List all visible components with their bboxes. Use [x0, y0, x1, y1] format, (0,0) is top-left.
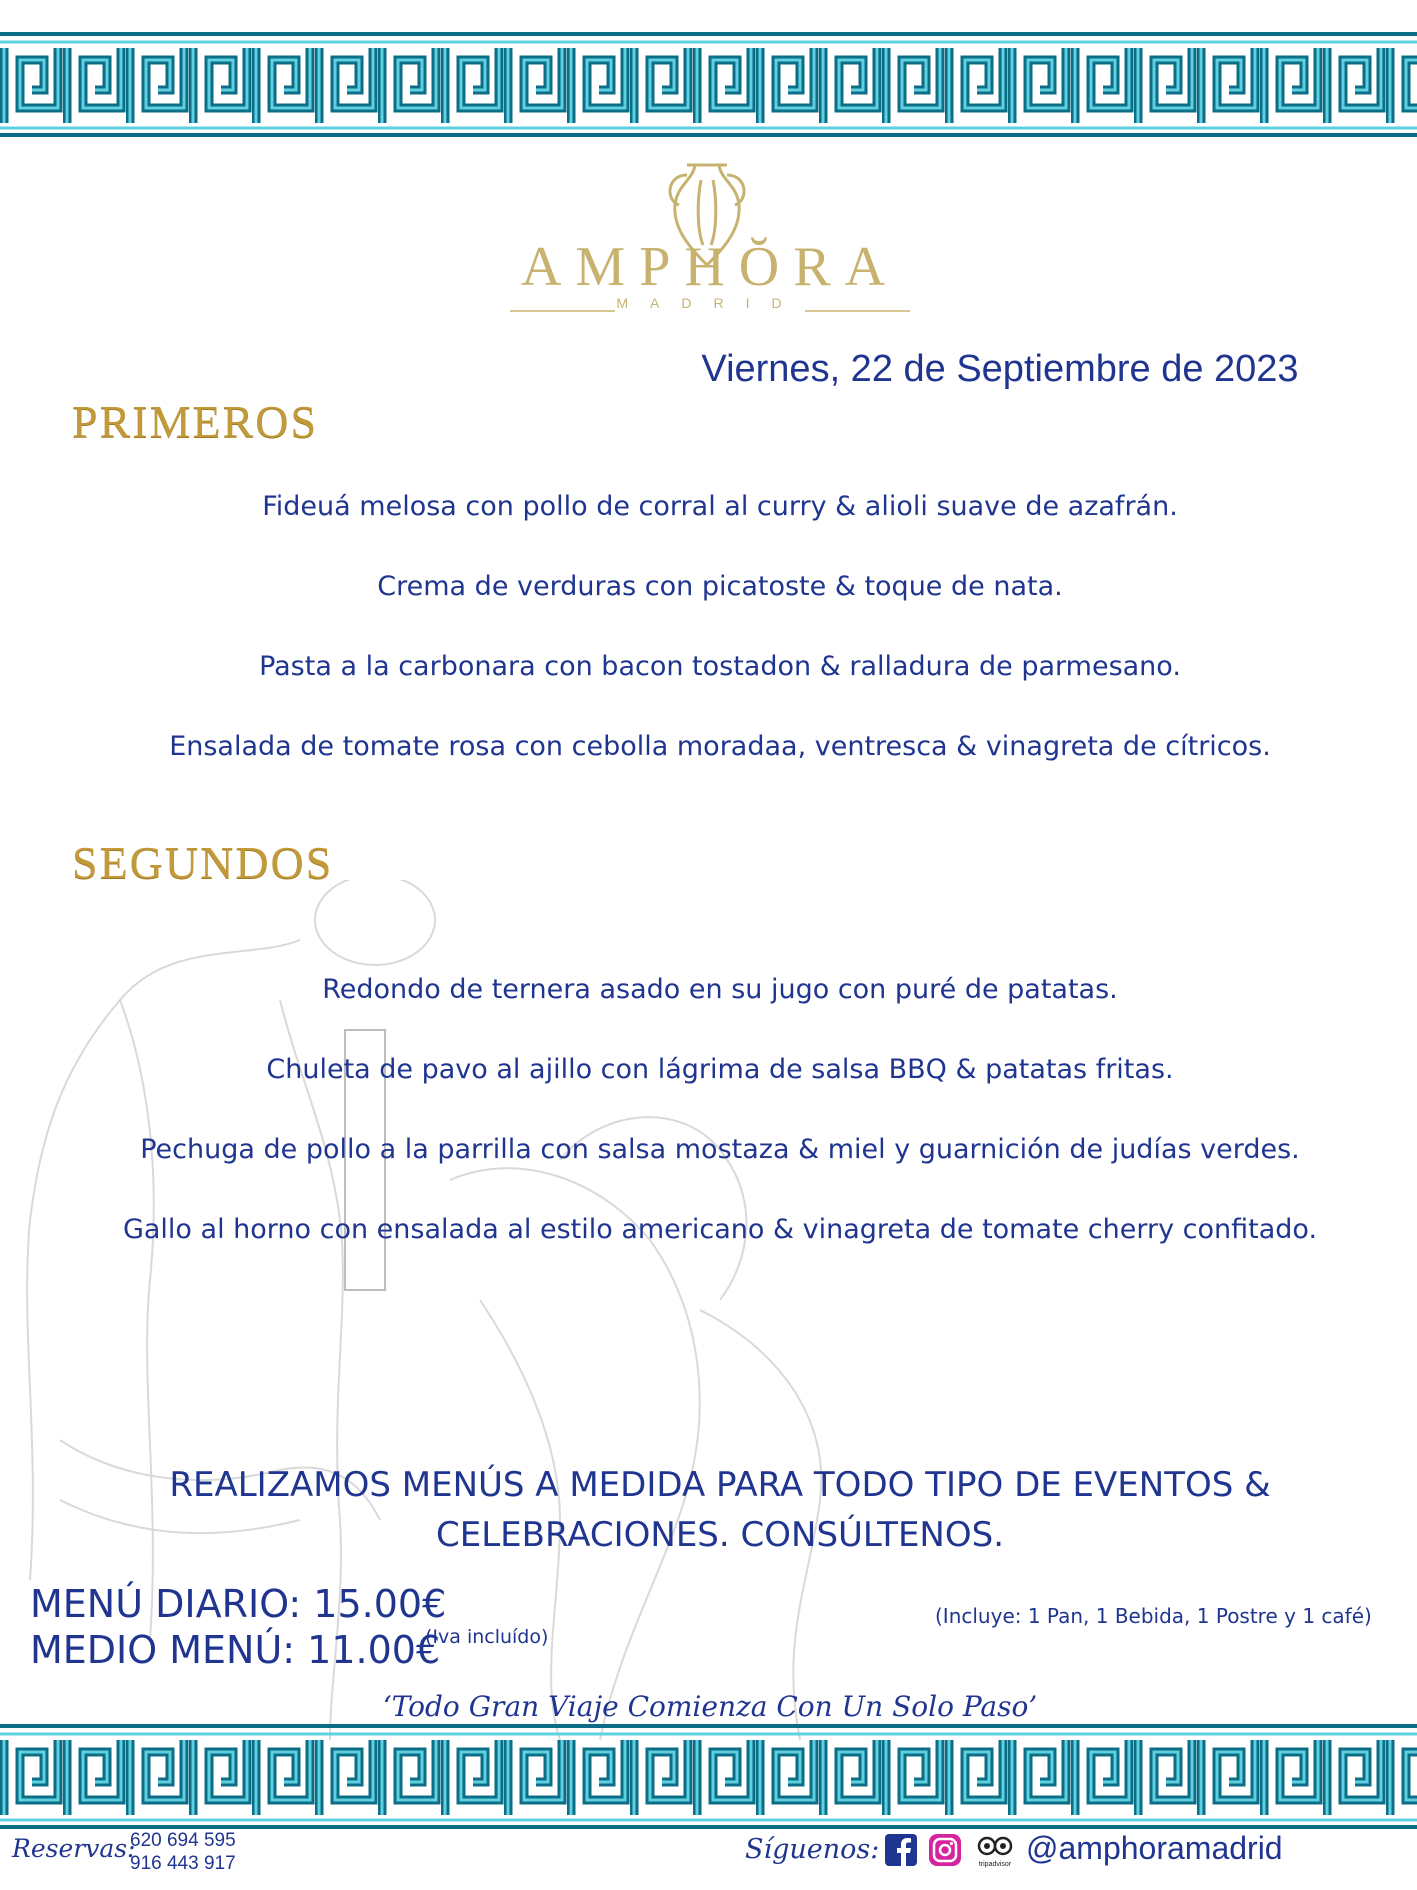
iva-note: (Iva incluído)	[425, 1626, 549, 1648]
events-line-2: CELEBRACIONES. CONSÚLTENOS.	[435, 1515, 1005, 1555]
events-line-1: REALIZAMOS MENÚS A MEDIDA PARA TODO TIPO DE EVENTOS &	[169, 1465, 1271, 1505]
brand-name: AMPHŎRA	[520, 236, 900, 298]
events-note	[120, 1460, 1320, 1560]
greek-key-border-top	[0, 28, 1417, 138]
dish-item: Redondo de ternera asado en su jugo con puré de patatas.	[322, 974, 1118, 1005]
dish-item: Gallo al horno con ensalada al estilo americano & vinagreta de tomate cherry confitado.	[122, 1214, 1318, 1245]
greek-key-border-bottom	[0, 1720, 1417, 1830]
price-medio-menu: MEDIO MENÚ: 11.00€	[30, 1628, 441, 1672]
section-title-segundos: SEGUNDOS	[72, 837, 334, 888]
social-handle[interactable]: @amphoramadrid	[1026, 1830, 1283, 1866]
amphora-logo	[505, 160, 915, 340]
tripadvisor-label: tripadvisor	[978, 1861, 1012, 1868]
price-menu-diario: MENÚ DIARIO: 15.00€	[30, 1582, 447, 1626]
menu-date: Viernes, 22 de Septiembre de 2023	[701, 348, 1299, 390]
dish-item: Pasta a la carbonara con bacon tostadon & ralladura de parmesano.	[259, 651, 1181, 682]
dish-item: Fideuá melosa con pollo de corral al curry & alioli suave de azafrán.	[262, 491, 1178, 522]
instagram-icon[interactable]	[929, 1834, 961, 1866]
phone-number[interactable]: 620 694 595	[130, 1830, 236, 1851]
reservas-label: Reservas:	[12, 1834, 136, 1863]
dish-item: Chuleta de pavo al ajillo con lágrima de salsa BBQ & patatas fritas.	[266, 1054, 1174, 1085]
section-title-primeros: PRIMEROS	[72, 396, 319, 447]
facebook-icon[interactable]	[885, 1834, 917, 1866]
tripadvisor-icon[interactable]	[975, 1834, 1015, 1868]
includes-note: (Incluye: 1 Pan, 1 Bebida, 1 Postre y 1 café)	[935, 1604, 1372, 1628]
brand-city: MADRID	[616, 295, 804, 311]
dish-item: Pechuga de pollo a la parrilla con salsa mostaza & miel y guarnición de judías verdes.	[140, 1134, 1300, 1165]
motto: ‘Todo Gran Viaje Comienza Con Un Solo Paso’	[382, 1690, 1038, 1723]
follow-label: Síguenos:	[745, 1834, 880, 1865]
dish-item: Ensalada de tomate rosa con cebolla moradaa, ventresca & vinagreta de cítricos.	[169, 731, 1271, 762]
dish-item: Crema de verduras con picatoste & toque de nata.	[377, 571, 1063, 602]
phone-number[interactable]: 916 443 917	[130, 1853, 236, 1874]
